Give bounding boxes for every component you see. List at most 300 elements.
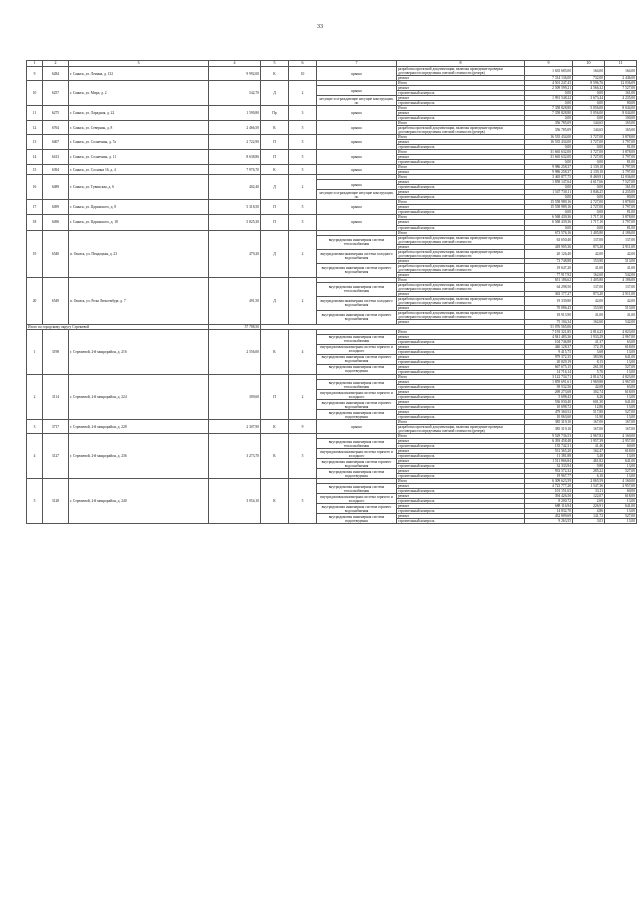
line-max-cost: 2 957,00 [605,439,637,444]
house-class: Д [261,230,289,277]
line-max-cost: 8 044,00 [605,106,637,111]
floors-count: 5 [289,150,317,165]
house-address: г. Саянск, ул. Северная, д. 8 [69,121,209,135]
line-unit-cost: 8 469,91 [573,175,605,180]
house-address: п. Оказск, ул. Пендоцкая, д. 23 [69,230,209,277]
house-area: 542,70 [209,81,261,106]
house-class: П [261,215,289,230]
line-unit-cost: 3,68 [573,349,605,354]
house-area: 2 307,90 [209,420,261,434]
line-cost: 104 746,88 [525,339,573,344]
house-id: 6540 [43,230,69,277]
line-unit-cost: 1 969,88 [573,380,605,385]
line-max-cost: 513,00 [605,305,637,310]
floors-count: 5 [289,135,317,150]
table-row [27,67,637,76]
line-cost: 6 393 458,48 [525,439,573,444]
line-description: ремонт [397,469,525,474]
line-cost: 0,00 [525,210,573,215]
line-unit-cost: 42,00 [573,249,605,258]
line-max-cost: 2 911,00 [605,291,637,296]
line-cost: 18 913,90 [525,310,573,319]
house-area: 5 825,30 [209,215,261,230]
house-address: г. Саянск, ул. Солнечная, д. 11 [69,150,209,165]
line-description: ремонт [397,354,525,359]
house-address: г. Саянск, ул. Царинского, д. 18 [69,215,209,230]
line-description: разработка проектной документации, включая проведение проверки достоверности определения сметной стоимости [397,249,525,258]
house-area: 402,40 [209,175,261,200]
line-description: разработка проектной документации, включая проведение проверки достоверности определения сметной стоимости (резерв) [397,425,525,434]
line-unit-cost: 41,00 [573,310,605,319]
line-max-cost: 81,00 [605,225,637,230]
line-unit-cost: 4 617,66 [573,180,605,185]
subtotal-label: Итого по городскому округу Стрежевой [27,324,209,329]
line-unit-cost: 1 405,80 [573,230,605,235]
work-type: внутридомовая инженерная система горячего водоснабжения [317,459,397,469]
house-address: г. Стрежевой, 2-й микрорайон, д. 240 [69,479,209,524]
line-cost: 4 723 777,20 [525,484,573,489]
work-type: крыша [317,86,397,96]
line-unit-cost: 8 596,76 [573,81,605,86]
line-max-cost: 641,00 [605,400,637,405]
line-max-cost: 7 527,00 [605,86,637,91]
house-class: Д [261,277,289,324]
line-cost: 19 339,80 [525,296,573,305]
subtotal-area: 57 788,50 [209,324,261,329]
line-description: Итого [397,329,525,334]
line-unit-cost: 1 933,29 [573,334,605,339]
house-class: Пр [261,106,289,121]
line-unit-cost: 0,00 [573,116,605,121]
line-cost: 10 698,72 [525,405,573,410]
line-unit-cost: 285,22 [573,469,605,474]
line-max-cost: 100,00 [605,116,637,121]
floors-count: 5 [289,121,317,135]
line-description: ремонт [397,484,525,489]
line-unit-cost: 3 727,00 [573,135,605,140]
line-max-cost: 137,00 [605,282,637,291]
line-description: разработка проектной документации, включая проведение проверки достоверности определения сметной стоимости (резерв) [397,67,525,76]
line-description: разработка проектной документации, включая проведение проверки достоверности определения сметной стоимости [397,310,525,319]
house-address: г. Стрежевой, 2-й микрорайон, д. 224 [69,374,209,419]
line-unit-cost: 162,47 [573,449,605,454]
line-max-cost: 4 823,00 [605,329,637,334]
floors-count: 4 [289,329,317,374]
house-area: 479,20 [209,230,261,277]
house-id: 3114 [43,374,69,419]
house-class: К [261,420,289,434]
floors-count: 2 [289,277,317,324]
line-max-cost: 63,00 [605,339,637,344]
line-description: Итого [397,277,525,282]
line-unit-cost: 2 727,00 [573,205,605,210]
row-number: 13 [27,135,43,150]
line-cost: 8 200,72 [525,499,573,504]
house-class: П [261,150,289,165]
house-class: К [261,479,289,524]
house-class: К [261,434,289,479]
line-description: строительный контроль [397,519,525,524]
line-cost: 363 177,27 [525,291,573,296]
line-max-cost: 42,00 [605,249,637,258]
line-cost: 11 381,88 [525,454,573,459]
line-cost: 394 426,50 [525,494,573,499]
line-unit-cost: 261,58 [573,364,605,369]
house-id: 3127 [43,434,69,479]
line-cost: 39 532,56 [525,385,573,390]
line-unit-cost: 0,00 [573,210,605,215]
line-description: строительный контроль [397,415,525,420]
line-unit-cost: 5 056,00 [573,111,605,116]
row-number: 18 [27,215,43,230]
line-description: строительный контроль [397,339,525,344]
row-number: 3 [27,420,43,434]
line-cost: 385 319,10 [525,420,573,425]
line-description: ремонт [397,76,525,81]
line-unit-cost: 2 727,00 [573,200,605,205]
line-max-cost: 63,00 [605,385,637,390]
house-class: К [261,329,289,374]
line-unit-cost: 383,96 [573,354,605,359]
line-cost: 15 558 989,16 [525,200,573,205]
line-cost: 440 128,37 [525,344,573,349]
line-max-cost: 2 967,00 [605,334,637,339]
house-class: К [261,67,289,81]
row-number: 11 [27,106,43,121]
line-max-cost: 81,00 [605,160,637,165]
work-type: крыша [317,121,397,135]
line-cost: 6 309 623,59 [525,479,573,484]
line-description: ремонт [397,190,525,195]
line-max-cost: 4 186,00 [605,277,637,282]
line-max-cost: 513,00 [605,258,637,263]
line-cost: 673 576,16 [525,230,573,235]
line-max-cost: 12 036,09 [605,81,637,86]
line-description: строительный контроль [397,185,525,190]
line-description: Итого [397,420,525,425]
line-description: строительный контроль [397,395,525,400]
line-description: разработка проектной документации, включая проведение проверки достоверности определения сметной стоимости (резерв) [397,126,525,135]
work-type: внутридомовая инженерная система теплоснабжения [317,380,397,390]
line-cost: 0,00 [525,225,573,230]
line-unit-cost: 3 673,44 [573,96,605,101]
line-max-cost: 41,00 [605,263,637,272]
line-description: ремонт [397,220,525,225]
line-cost: 667 675,15 [525,364,573,369]
line-description: разработка проектной документации, включая проведение проверки достоверности определения сметной стоимости [397,235,525,244]
line-description: ремонт [397,180,525,185]
line-max-cost: 13,00 [605,464,637,469]
line-description: Итого [397,374,525,379]
line-unit-cost: 0,00 [573,101,605,106]
work-type: крыша [317,215,397,230]
house-address: г. Саянск, ул. Ленина, д. 132 [69,67,209,81]
line-cost: 32 333,94 [525,464,573,469]
line-max-cost: 527,00 [605,514,637,519]
house-area: 2 556,00 [209,329,261,374]
line-cost: 63 650,40 [525,235,573,244]
line-unit-cost: 4,86 [573,509,605,514]
work-type: внутридомовая инженерная система горячего водоснабжения [317,310,397,324]
column-header: 9 [525,61,573,67]
line-unit-cost: 144,65 [573,121,605,126]
line-unit-cost: 42,00 [573,296,605,305]
line-unit-cost: 873,20 [573,291,605,296]
line-unit-cost: 0,00 [573,160,605,165]
line-description: Итого [397,175,525,180]
line-unit-cost: 2 814,25 [573,329,605,334]
line-cost: 7 314 136,00 [525,76,573,81]
line-max-cost: 165,00 [605,126,637,135]
work-type: внутридомовая инженерная система горячего водоснабжения [317,354,397,364]
house-area: 2 466,50 [209,121,261,135]
house-id: 6257 [43,81,69,106]
house-address: п. Оказск, ул. Розы Люксембург, д. 7 [69,277,209,324]
line-description: строительный контроль [397,195,525,200]
line-unit-cost: 0,00 [573,185,605,190]
line-unit-cost: 5 056,00 [573,106,605,111]
work-type: внутридомовая инженерная система горячего и холодного [317,390,397,400]
line-max-cost: 80,00 [605,101,637,106]
line-unit-cost: 167,00 [573,420,605,425]
line-max-cost: 641,00 [605,354,637,359]
line-unit-cost: 3 846,25 [573,190,605,195]
line-description: Итого [397,479,525,484]
line-max-cost: 13,00 [605,509,637,514]
house-address: г. Саянск, ул. Мира, д. 2 [69,81,209,106]
line-description: ремонт [397,364,525,369]
line-description: ремонт [397,170,525,175]
line-unit-cost: 9,88 [573,464,605,469]
line-cost: 3 122 734,71 [525,374,573,379]
line-cost: 3 465 877,75 [525,175,573,180]
line-description: строительный контроль [397,160,525,165]
work-type: несущие и ограждающие несущие конструкции, по [317,96,397,106]
line-max-cost: 81,00 [605,145,637,150]
line-description: Итого [397,81,525,86]
line-unit-cost: 1 405,80 [573,277,605,282]
house-id: 6284 [43,67,69,81]
line-max-cost: 4 160,00 [605,479,637,484]
line-cost: 9 263,55 [525,519,573,524]
floors-count: 2 [289,81,317,106]
line-description: ремонт [397,494,525,499]
line-max-cost: 527,00 [605,410,637,415]
line-description: строительный контроль [397,489,525,494]
line-cost: 1 859 691,61 [525,380,573,385]
house-address: г. Саянск, ул. Солнечная, д. 7а [69,135,209,150]
line-unit-cost: 732,00 [573,76,605,81]
house-id: 6275 [43,106,69,121]
house-area: 7 976,70 [209,165,261,175]
line-cost: 70 086,43 [525,305,573,310]
line-max-cost: 164,00 [605,67,637,76]
page-number: 33 [317,24,323,30]
line-max-cost: 2 957,00 [605,484,637,489]
line-description: строительный контроль [397,385,525,390]
line-cost: 1 547 730,11 [525,190,573,195]
line-description: ремонт [397,439,525,444]
line-unit-cost: 226,91 [573,504,605,509]
house-class: Д [261,175,289,200]
line-cost: 688 116,94 [525,504,573,509]
house-class: Д [261,81,289,106]
line-max-cost: 4 186,00 [605,230,637,235]
work-type: внутридомовая инженерная система горячего водоснабжения [317,263,397,277]
line-description: ремонт [397,380,525,385]
line-description: ремонт [397,514,525,519]
house-id: 6496 [43,215,69,230]
work-type: крыша [317,106,397,121]
house-class: П [261,200,289,215]
line-unit-cost: 517,80 [573,410,605,415]
line-unit-cost: 122,07 [573,494,605,499]
house-area: 8 638,86 [209,150,261,165]
line-unit-cost: 141,72 [573,514,605,519]
line-description: строительный контроль [397,225,525,230]
line-cost: 7 358 828,80 [525,111,573,116]
work-type: крыша [317,67,397,81]
house-area: 5 318,50 [209,200,261,215]
house-class: П [261,374,289,419]
work-type: крыша [317,135,397,150]
line-description: ремонт [397,334,525,339]
line-max-cost: 618,00 [605,390,637,395]
line-cost: 7 193 321,85 [525,329,573,334]
line-unit-cost: 172,19 [573,344,605,349]
floors-count: 10 [289,67,317,81]
line-description: ремонт [397,140,525,145]
house-address: г. Саянск, ул. Царинского, д. 8 [69,200,209,215]
line-cost: 9 415,75 [525,349,573,354]
work-type: внутридомовая инженерная система холодного водоснабжения [317,296,397,310]
house-address: г. Стрежевой, 2-й микрорайон, д. 236 [69,434,209,479]
table-body [27,61,637,524]
line-description: строительный контроль [397,509,525,514]
line-cost: 0,00 [525,116,573,121]
line-cost: 2 509 599,21 [525,86,573,91]
work-type: внутридомовая инженерная система холодного водоснабжения [317,249,397,263]
line-unit-cost: 873,20 [573,244,605,249]
house-area: 491,50 [209,277,261,324]
line-cost: 16 535 434,00 [525,135,573,140]
row-number: 5 [27,479,43,524]
line-description: ремонт [397,205,525,210]
line-max-cost: 3 878,00 [605,215,637,220]
line-cost: 536 030,40 [525,400,573,405]
line-description: Итого [397,121,525,126]
line-description: ремонт [397,504,525,509]
work-type: внутридомовая инженерная система горячего водоснабжения [317,400,397,410]
floors-count: 5 [289,479,317,524]
line-description: строительный контроль [397,359,525,364]
column-header: 5 [261,61,289,67]
line-unit-cost: 137,00 [573,282,605,291]
column-header: 2 [43,61,69,67]
line-description: Итого [397,165,525,170]
row-number: 17 [27,200,43,215]
work-type: внутридомовая инженерная система водоотведения [317,469,397,479]
line-cost: 0,00 [525,145,573,150]
line-cost: 418 905,36 [525,244,573,249]
line-description: ремонт [397,244,525,249]
line-cost: 0,00 [525,91,573,96]
line-max-cost: 3 878,00 [605,200,637,205]
line-cost: 77 917,92 [525,272,573,277]
line-max-cost: 3 797,00 [605,170,637,175]
line-cost: 31 665 632,00 [525,155,573,160]
line-max-cost: 3 797,00 [605,205,637,210]
line-cost: 19 967,77 [525,474,573,479]
line-cost: 101 151,63 [525,489,573,494]
line-max-cost: 4 823,00 [605,374,637,379]
line-description: строительный контроль [397,369,525,374]
line-description: ремонт [397,155,525,160]
line-max-cost: 527,00 [605,469,637,474]
line-description: строительный контроль [397,145,525,150]
line-unit-cost: 4 566,32 [573,86,605,91]
line-cost: 0,00 [525,160,573,165]
line-description: Итого [397,106,525,111]
line-unit-cost: 41,46 [573,444,605,449]
line-max-cost: 4 235,00 [605,190,637,195]
line-max-cost: 13,00 [605,395,637,400]
line-cost: 651 186,62 [525,277,573,282]
column-header: 6 [289,61,317,67]
line-max-cost: 167,00 [605,420,637,425]
line-cost: 1 858 147,64 [525,180,573,185]
line-cost: 356 785,09 [525,126,573,135]
line-max-cost: 80,00 [605,195,637,200]
line-description: ремонт [397,319,525,324]
line-max-cost: 618,00 [605,344,637,349]
line-unit-cost: 12,86 [573,405,605,410]
column-header: 7 [317,61,397,67]
line-unit-cost: 302,74 [573,390,605,395]
line-max-cost: 167,00 [605,425,637,434]
line-max-cost: 165,00 [605,121,637,126]
line-max-cost: 3 878,00 [605,135,637,140]
house-class: К [261,165,289,175]
line-unit-cost: 41,00 [573,263,605,272]
line-description: разработка проектной документации, включая проведение проверки достоверности определения сметной стоимости [397,296,525,305]
line-cost: 10 063,60 [525,415,573,420]
line-cost: 432 809,69 [525,514,573,519]
line-unit-cost: 3,03 [573,519,605,524]
house-address: г. Саянск, ул. Ларадная, д. 22 [69,106,209,121]
house-id: 3717 [43,420,69,434]
line-cost: 31 665 632,00 [525,150,573,155]
house-id: 6394 [43,165,69,175]
work-type: внутридомовая инженерная система горячего и холодного [317,449,397,459]
work-type: крыша [317,200,397,215]
house-area: 309,60 [209,374,261,419]
house-id: 6499 [43,200,69,215]
line-unit-cost: 6,10 [573,474,605,479]
line-description: строительный контроль [397,499,525,504]
floors-count: 2 [289,374,317,419]
line-unit-cost: 137,00 [573,235,605,244]
line-cost: 4 501 247,43 [525,81,573,86]
line-unit-cost: 0,00 [573,91,605,96]
line-cost: 356 785,09 [525,121,573,126]
house-address: г. Саянск, ул. Соснина 16, д. 4 [69,165,209,175]
house-address: г. Стрежевой, 2-й микрорайон, д. 228 [69,420,209,434]
line-max-cost: 3 797,00 [605,165,637,170]
line-unit-cost: 11,90 [573,415,605,420]
line-description: строительный контроль [397,405,525,410]
work-type: внутридомовая инженерная система теплоснабжения [317,334,397,344]
